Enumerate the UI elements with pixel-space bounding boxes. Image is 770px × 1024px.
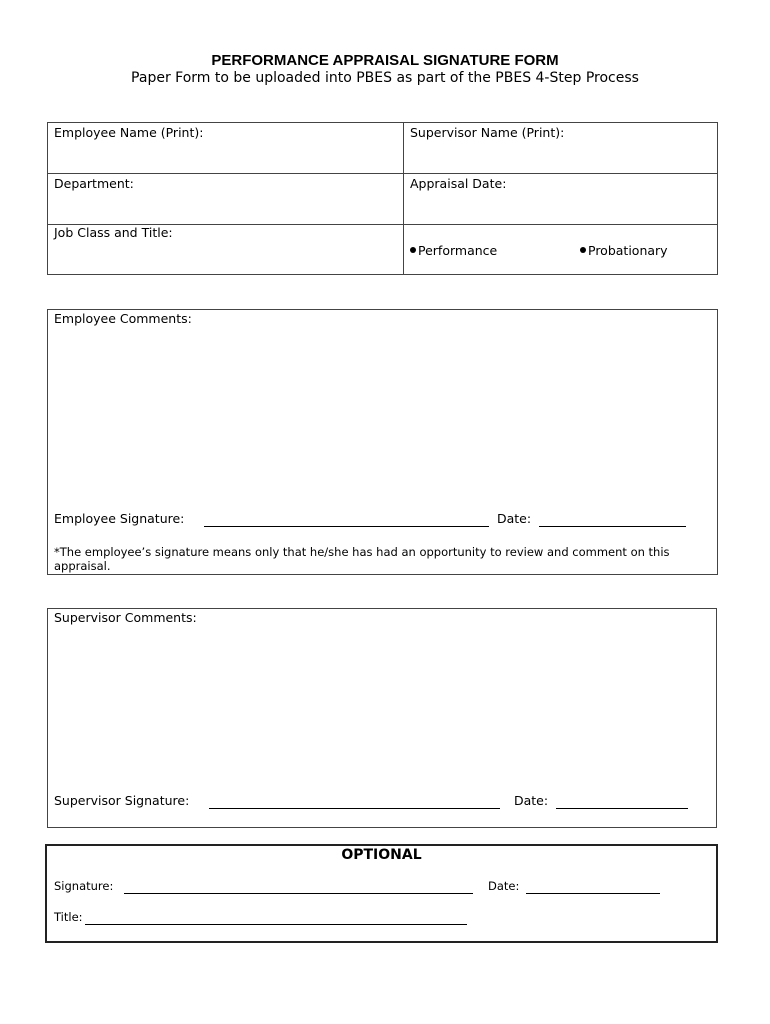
employee-signature-note: *The employee’s signature means only that he/she has had an opportunity to review and comment on this appraisal.: [54, 545, 670, 573]
bullet-icon: [410, 247, 416, 253]
department-label: Department:: [54, 176, 134, 191]
probationary-option-label: Probationary: [588, 243, 668, 258]
performance-option-label: Performance: [418, 243, 498, 258]
employee-comments-area[interactable]: [54, 330, 709, 505]
optional-date-label: Date:: [488, 879, 520, 893]
employee-name-label: Employee Name (Print):: [54, 125, 204, 140]
employee-date-label: Date:: [497, 511, 532, 526]
optional-title-line[interactable]: [85, 924, 467, 925]
employee-signature-label: Employee Signature:: [54, 511, 185, 526]
job-class-field[interactable]: [48, 225, 403, 275]
employee-date-line[interactable]: [539, 526, 686, 527]
employee-info-table: [47, 122, 718, 275]
supervisor-date-line[interactable]: [556, 808, 688, 809]
optional-signature-label: Signature:: [54, 879, 114, 893]
supervisor-comments-label: Supervisor Comments:: [54, 610, 197, 625]
supervisor-comments-area[interactable]: [54, 629, 709, 789]
job-class-label: Job Class and Title:: [54, 225, 173, 240]
optional-title-label: Title:: [54, 910, 83, 924]
form-title: PERFORMANCE APPRAISAL SIGNATURE FORM: [211, 52, 559, 69]
appraisal-date-label: Appraisal Date:: [410, 176, 507, 191]
performance-option[interactable]: [410, 243, 497, 258]
optional-signature-line[interactable]: [124, 893, 473, 894]
supervisor-date-label: Date:: [514, 793, 549, 808]
supervisor-name-label: Supervisor Name (Print):: [410, 125, 565, 140]
form-subtitle: Paper Form to be uploaded into PBES as part of the PBES 4-Step Process: [131, 70, 639, 86]
optional-title: OPTIONAL: [341, 847, 422, 863]
appraisal-type-field: [404, 225, 718, 275]
appraisal-date-field[interactable]: [404, 174, 718, 224]
employee-comments-label: Employee Comments:: [54, 311, 192, 326]
optional-date-line[interactable]: [526, 893, 660, 894]
bullet-icon: [580, 247, 586, 253]
optional-box: [45, 844, 718, 943]
employee-name-field[interactable]: [48, 123, 403, 173]
probationary-option[interactable]: [580, 243, 668, 258]
department-field[interactable]: [48, 174, 403, 224]
employee-signature-line[interactable]: [204, 526, 489, 527]
employee-comments-box: [47, 309, 718, 575]
supervisor-signature-line[interactable]: [209, 808, 500, 809]
supervisor-comments-box: [47, 608, 717, 828]
supervisor-name-field[interactable]: [404, 123, 718, 173]
supervisor-signature-label: Supervisor Signature:: [54, 793, 190, 808]
